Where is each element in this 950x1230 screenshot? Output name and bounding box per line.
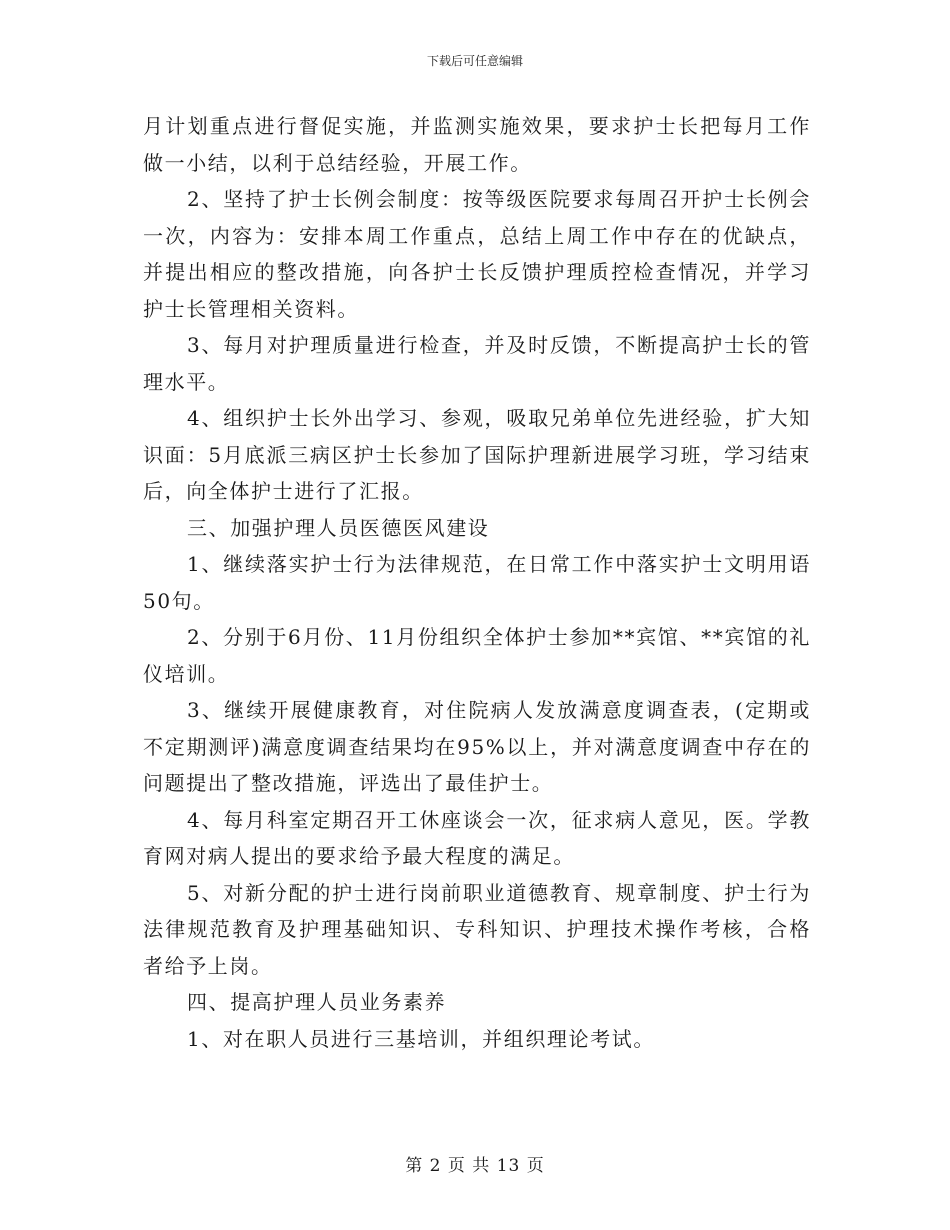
paragraph-item-3-quality: 3、每月对护理质量进行检查，并及时反馈，不断提高护士长的管理水平。: [143, 333, 811, 394]
paragraph-ethics-4: 4、每月科室定期召开工休座谈会一次，征求病人意见，医。学教育网对病人提出的要求给予最大程度的满足。: [143, 807, 811, 868]
page-header: 下载后可任意编辑: [426, 54, 523, 68]
paragraph-ethics-3: 3、继续开展健康教育，对住院病人发放满意度调查表，(定期或不定期测评)满意度调查结果均在95%以上，并对满意度调查中存在的问题提出了整改措施，评选出了最佳护士。: [143, 698, 811, 795]
paragraph-skills-1: 1、对在职人员进行三基培训，并组织理论考试。: [187, 1026, 655, 1051]
section-heading-skills: 四、提高护理人员业务素养: [187, 990, 447, 1014]
paragraph-ethics-1: 1、继续落实护士行为法律规范，在日常工作中落实护士文明用语50句。: [143, 552, 811, 613]
document-body: [143, 108, 811, 1057]
paragraph-continuation: 月计划重点进行督促实施，并监测实施效果，要求护士长把每月工作做一小结，以利于总结经验，开展工作。: [143, 114, 811, 175]
section-heading-ethics: 三、加强护理人员医德医风建设: [187, 515, 490, 540]
paragraph-item-4-study: 4、组织护士长外出学习、参观，吸取兄弟单位先进经验，扩大知识面：5月底派三病区护士长参加了国际护理新进展学习班，学习结束后，向全体护士进行了汇报。: [143, 406, 811, 503]
paragraph-ethics-2: 2、分别于6月份、11月份组织全体护士参加**宾馆、**宾馆的礼仪培训。: [143, 625, 811, 686]
page-number-footer: 第 2 页 共 13 页: [405, 1156, 545, 1176]
paragraph-ethics-5: 5、对新分配的护士进行岗前职业道德教育、规章制度、护士行为法律规范教育及护理基础知识、专科知识、护理技术操作考核，合格者给予上岗。: [143, 880, 811, 978]
paragraph-item-2-meeting: 2、坚持了护士长例会制度：按等级医院要求每周召开护士长例会一次，内容为：安排本周工作重点，总结上周工作中存在的优缺点，并提出相应的整改措施，向各护士长反馈护理质控检查情况，并学习护士长管理相关资料。: [143, 187, 811, 321]
